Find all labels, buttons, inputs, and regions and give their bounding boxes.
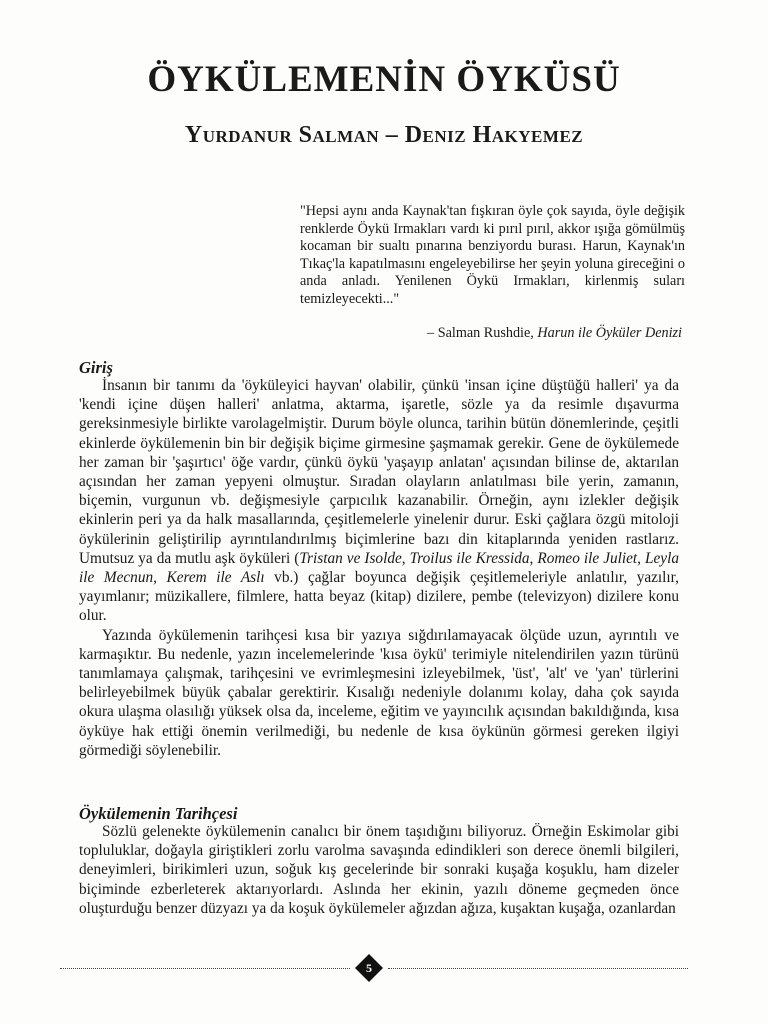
epigraph-attribution [300, 325, 682, 343]
epigraph-quote: "Hepsi aynı anda Kaynak'tan fışkıran öyle çok sayıda, öyle değişik renklerde Öykü Irmakları vardı ki pırıl pırıl, akkor ışığa gömülmüş kocaman bir sualtı pınarına benziyordu burası. Harun, Kaynak'ın Tıkaç'la kapatılmasını engeleyebilirse her şeyin yoluna gireceğini o anda anladı. Yenilenen Öykü Irmakları, kirlenmiş suları temizleyecekti..." [300, 203, 685, 307]
article-title: ÖYKÜLEMENİN ÖYKÜSÜ [147, 59, 621, 100]
paragraph-italic-text: Tristan ve Isolde, Troilus ile Kressida, Romeo ile Juliet, Leyla ile Mecnun, Kerem ile Aslı [79, 549, 679, 587]
paragraph-text: İnsanın bir tanımı da 'öyküleyici hayvan' olabilir, çünkü 'insan içine düştüğü halleri' ya da 'kendi içine düşen halleri' anlatma, aktarma, işaretle, sözle ya da resimle dışavurma gereksinmesiyle birlikte varolagelmiştir. Durum böyle olunca, tarihin bütün dönemlerinde, çeşitli ekinlerde öykülemenin bin bir değişik biçime girmesine şaşmamak gerekir. Gene de öykülemede her zaman bir 'şaşırtıcı' öğe vardır, çünkü öykü 'yaşayıp anlatan' açısından bilinse de, aktarılan açısından her zaman yepyeni olmuştur. Sıradan olayların anlatılması bile yerin, zamanın, biçemin, vurgunun vb. değişmesiyle çarpıcılık kazanabilir. Örneğin, aynı izlekler değişik ekinlerin peri ya da halk masallarında, çeşitlemelerle yinelenir durur. Eski çağlara özgü mitoloji öykülerinin geliştirilip ayrıntılandırılmış biçimlerine bazı din kitaplarında yeniden rastlarız. Umutsuz ya da mutlu aşk öyküleri ( [79, 377, 679, 567]
footer-rule-right [388, 968, 688, 969]
section-body-history [79, 822, 679, 918]
footer-rule-left [60, 968, 350, 969]
paragraph: Yazında öykülemenin tarihçesi kısa bir yazıya sığdırılamayacak ölçüde uzun, ayrıntılı ve karmaşıktır. Bu nedenle, yazın incelemelerinde 'kısa öykü' terimiyle nitelendirilen yazın türünü tanımlamaya çalışmak, tarihçesini ve evrimleşmesini izleyebilmek, 'üst', 'alt' ve 'yan' türlerini belirleyebilmek büyük çabalar gerektirir. Kısalığı nedeniyle dolanımı kolay, daha çok sayıda okura ulaşma olasılığı yüksek olsa da, inceleme, eğitim ve yayıncılık açısından bakıldığında, kısa öyküye hak ettiği önemin verilmediği, bu nedenle de kısa öykünün görmesi gereken ilgiyi görmediği söylenebilir. [79, 626, 679, 759]
article-authors: Yurdanur Salman – Deniz Hakyemez [184, 122, 584, 148]
section-heading-intro: Giriş [79, 358, 113, 377]
epigraph-source: Harun ile Öyküler Denizi [537, 325, 682, 341]
paragraph [79, 376, 679, 626]
page-number: 5 [366, 961, 372, 975]
epigraph-author: – Salman Rushdie, [427, 325, 538, 341]
section-heading-history: Öykülemenin Tarihçesi [79, 804, 238, 823]
paragraph: Sözlü gelenekte öykülemenin canalıcı bir önem taşıdığını biliyoruz. Örneğin Eskimolar gibi topluluklar, doğayla giriştikleri zorlu varolma savaşında edindikleri son derece önemli bilgileri, deneyimleri, birikimleri uzun, soğuk kış gecelerinde bir sonraki kuşağa koşuklu, ham dizeler biçiminde ezberleterek aktarıyorlardı. Aslında her ekinin, yazılı döneme geçmeden önce oluşturduğu benzer düzyazı ya da koşuk öykülemeler ağızdan ağıza, kuşaktan kuşağa, ozanlardan [79, 823, 679, 917]
section-body-intro [79, 376, 679, 760]
paragraph-text: vb.) çağlar boyunca değişik çeşitlemeleriyle anlatılır, yazılır, yayımlanır; müzikallere, filmlere, hatta beyaz (kitap) dizilere, pembe (televizyon) dizilere konu olur. [79, 569, 679, 625]
